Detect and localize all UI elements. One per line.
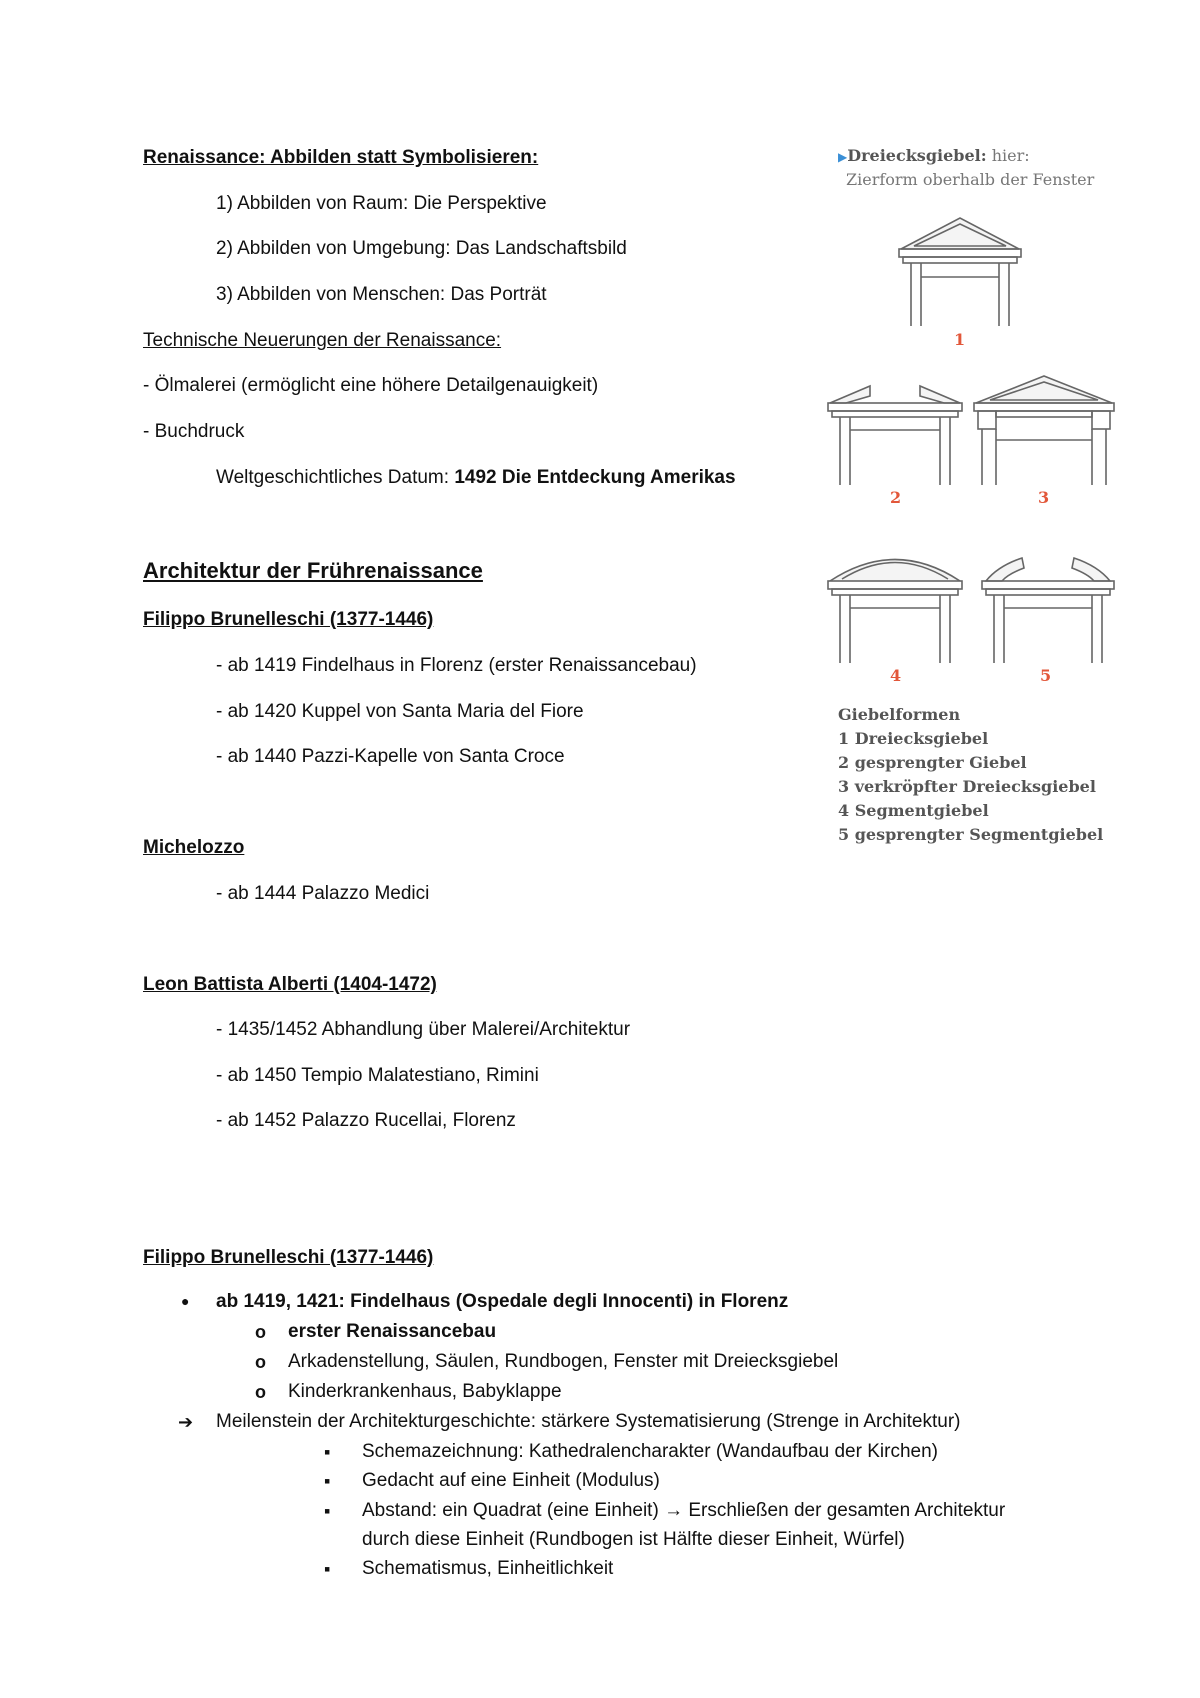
text-line: - 1435/1452 Abhandlung über Malerei/Architektur bbox=[216, 1019, 631, 1040]
giebelformen-figure bbox=[818, 138, 1136, 863]
list-item: Kinderkrankenhaus, Babyklappe bbox=[288, 1381, 562, 1402]
date-prefix: Weltgeschichtliches Datum: bbox=[216, 467, 455, 488]
s3-pre: Abstand: ein Quadrat (eine Einheit) bbox=[362, 1500, 665, 1521]
text-line: 2) Abbilden von Umgebung: Das Landschaftsbild bbox=[216, 238, 627, 259]
text-line: 1) Abbilden von Raum: Die Perspektive bbox=[216, 193, 547, 214]
s3-post: Erschließen der gesamten Architektur bbox=[683, 1500, 1006, 1521]
legend-item: 4 Segmentgiebel bbox=[838, 801, 989, 820]
pediment-drawings bbox=[818, 138, 1136, 738]
caption-head: Dreiecksgiebel: bbox=[847, 146, 987, 165]
list-item: Schematismus, Einheitlichkeit bbox=[362, 1558, 614, 1579]
heading-renaissance: Renaissance: Abbilden statt Symbolisieren: bbox=[143, 147, 539, 168]
text-line: - Ölmalerei (ermöglicht eine höhere Detailgenauigkeit) bbox=[143, 375, 599, 396]
legend-item: 1 Dreiecksgiebel bbox=[838, 729, 989, 748]
figure-number-5: 5 bbox=[1040, 666, 1052, 685]
legend-item: 3 verkröpfter Dreiecksgiebel bbox=[838, 777, 1096, 796]
text-line: - ab 1420 Kuppel von Santa Maria del Fiore bbox=[216, 701, 584, 722]
list-item: Gedacht auf eine Einheit (Modulus) bbox=[362, 1470, 660, 1491]
text-line: - Buchdruck bbox=[143, 421, 245, 442]
text-line: 3) Abbilden von Menschen: Das Porträt bbox=[216, 284, 547, 305]
text-line: - ab 1452 Palazzo Rucellai, Florenz bbox=[216, 1110, 516, 1131]
list-item: ab 1419, 1421: Findelhaus (Ospedale degli Innocenti) in Florenz bbox=[216, 1291, 789, 1312]
text-line: - ab 1444 Palazzo Medici bbox=[216, 883, 430, 904]
legend-title: Giebelformen bbox=[838, 705, 961, 724]
figure-number-2: 2 bbox=[890, 488, 902, 507]
bullet-square: ▪ bbox=[324, 1442, 331, 1462]
bullet-square: ▪ bbox=[324, 1471, 331, 1491]
heading-alberti: Leon Battista Alberti (1404-1472) bbox=[143, 974, 437, 995]
heading-brunelleschi-2: Filippo Brunelleschi (1377-1446) bbox=[143, 1247, 434, 1268]
text-line: - ab 1440 Pazzi-Kapelle von Santa Croce bbox=[216, 746, 565, 767]
arrow-icon: ➔ bbox=[178, 1412, 194, 1432]
date-bold: 1492 Die Entdeckung Amerikas bbox=[454, 467, 736, 488]
bullet-square: ▪ bbox=[324, 1559, 331, 1579]
arrow-inline-icon: → bbox=[664, 1500, 684, 1521]
triangle-marker-icon: ▶ bbox=[838, 150, 848, 164]
list-item: Schemazeichnung: Kathedralencharakter (Wandaufbau der Kirchen) bbox=[362, 1441, 938, 1462]
list-item bbox=[362, 1499, 1005, 1523]
bullet-o: o bbox=[255, 1382, 266, 1402]
list-item-continued: durch diese Einheit (Rundbogen ist Hälfte dieser Einheit, Würfel) bbox=[362, 1529, 905, 1550]
heading-technik: Technische Neuerungen der Renaissance: bbox=[143, 330, 502, 351]
bullet-o: o bbox=[255, 1352, 266, 1372]
pediment-4-drawing bbox=[828, 560, 962, 664]
figure-number-1: 1 bbox=[954, 330, 966, 349]
date-line bbox=[216, 466, 736, 490]
pediment-3-drawing bbox=[974, 376, 1114, 485]
legend-item: 2 gesprengter Giebel bbox=[838, 753, 1027, 772]
legend-item: 5 gesprengter Segmentgiebel bbox=[838, 825, 1104, 844]
text-line: - ab 1419 Findelhaus in Florenz (erster Renaissancebau) bbox=[216, 655, 697, 676]
figure-legend bbox=[838, 703, 1103, 847]
bullet-disc: ● bbox=[181, 1293, 190, 1309]
list-item: Meilenstein der Architekturgeschichte: stärkere Systematisierung (Strenge in Architektur) bbox=[216, 1411, 961, 1432]
pediment-5-drawing bbox=[982, 558, 1114, 663]
heading-michelozzo: Michelozzo bbox=[143, 837, 245, 858]
figure-caption-line2: Zierform oberhalb der Fenster bbox=[846, 170, 1095, 189]
list-item: Arkadenstellung, Säulen, Rundbogen, Fenster mit Dreiecksgiebel bbox=[288, 1351, 839, 1372]
pediment-1-drawing bbox=[899, 218, 1021, 326]
list-item: erster Renaissancebau bbox=[288, 1321, 497, 1342]
figure-number-4: 4 bbox=[890, 666, 902, 685]
bullet-square: ▪ bbox=[324, 1501, 331, 1521]
pediment-2-drawing bbox=[828, 386, 962, 485]
heading-architektur: Architektur der Frührenaissance bbox=[143, 558, 483, 583]
bullet-o: o bbox=[255, 1322, 266, 1342]
caption-head-rest: hier: bbox=[986, 146, 1030, 165]
figure-number-3: 3 bbox=[1038, 488, 1050, 507]
text-line: - ab 1450 Tempio Malatestiano, Rimini bbox=[216, 1065, 539, 1086]
heading-brunelleschi: Filippo Brunelleschi (1377-1446) bbox=[143, 609, 434, 630]
